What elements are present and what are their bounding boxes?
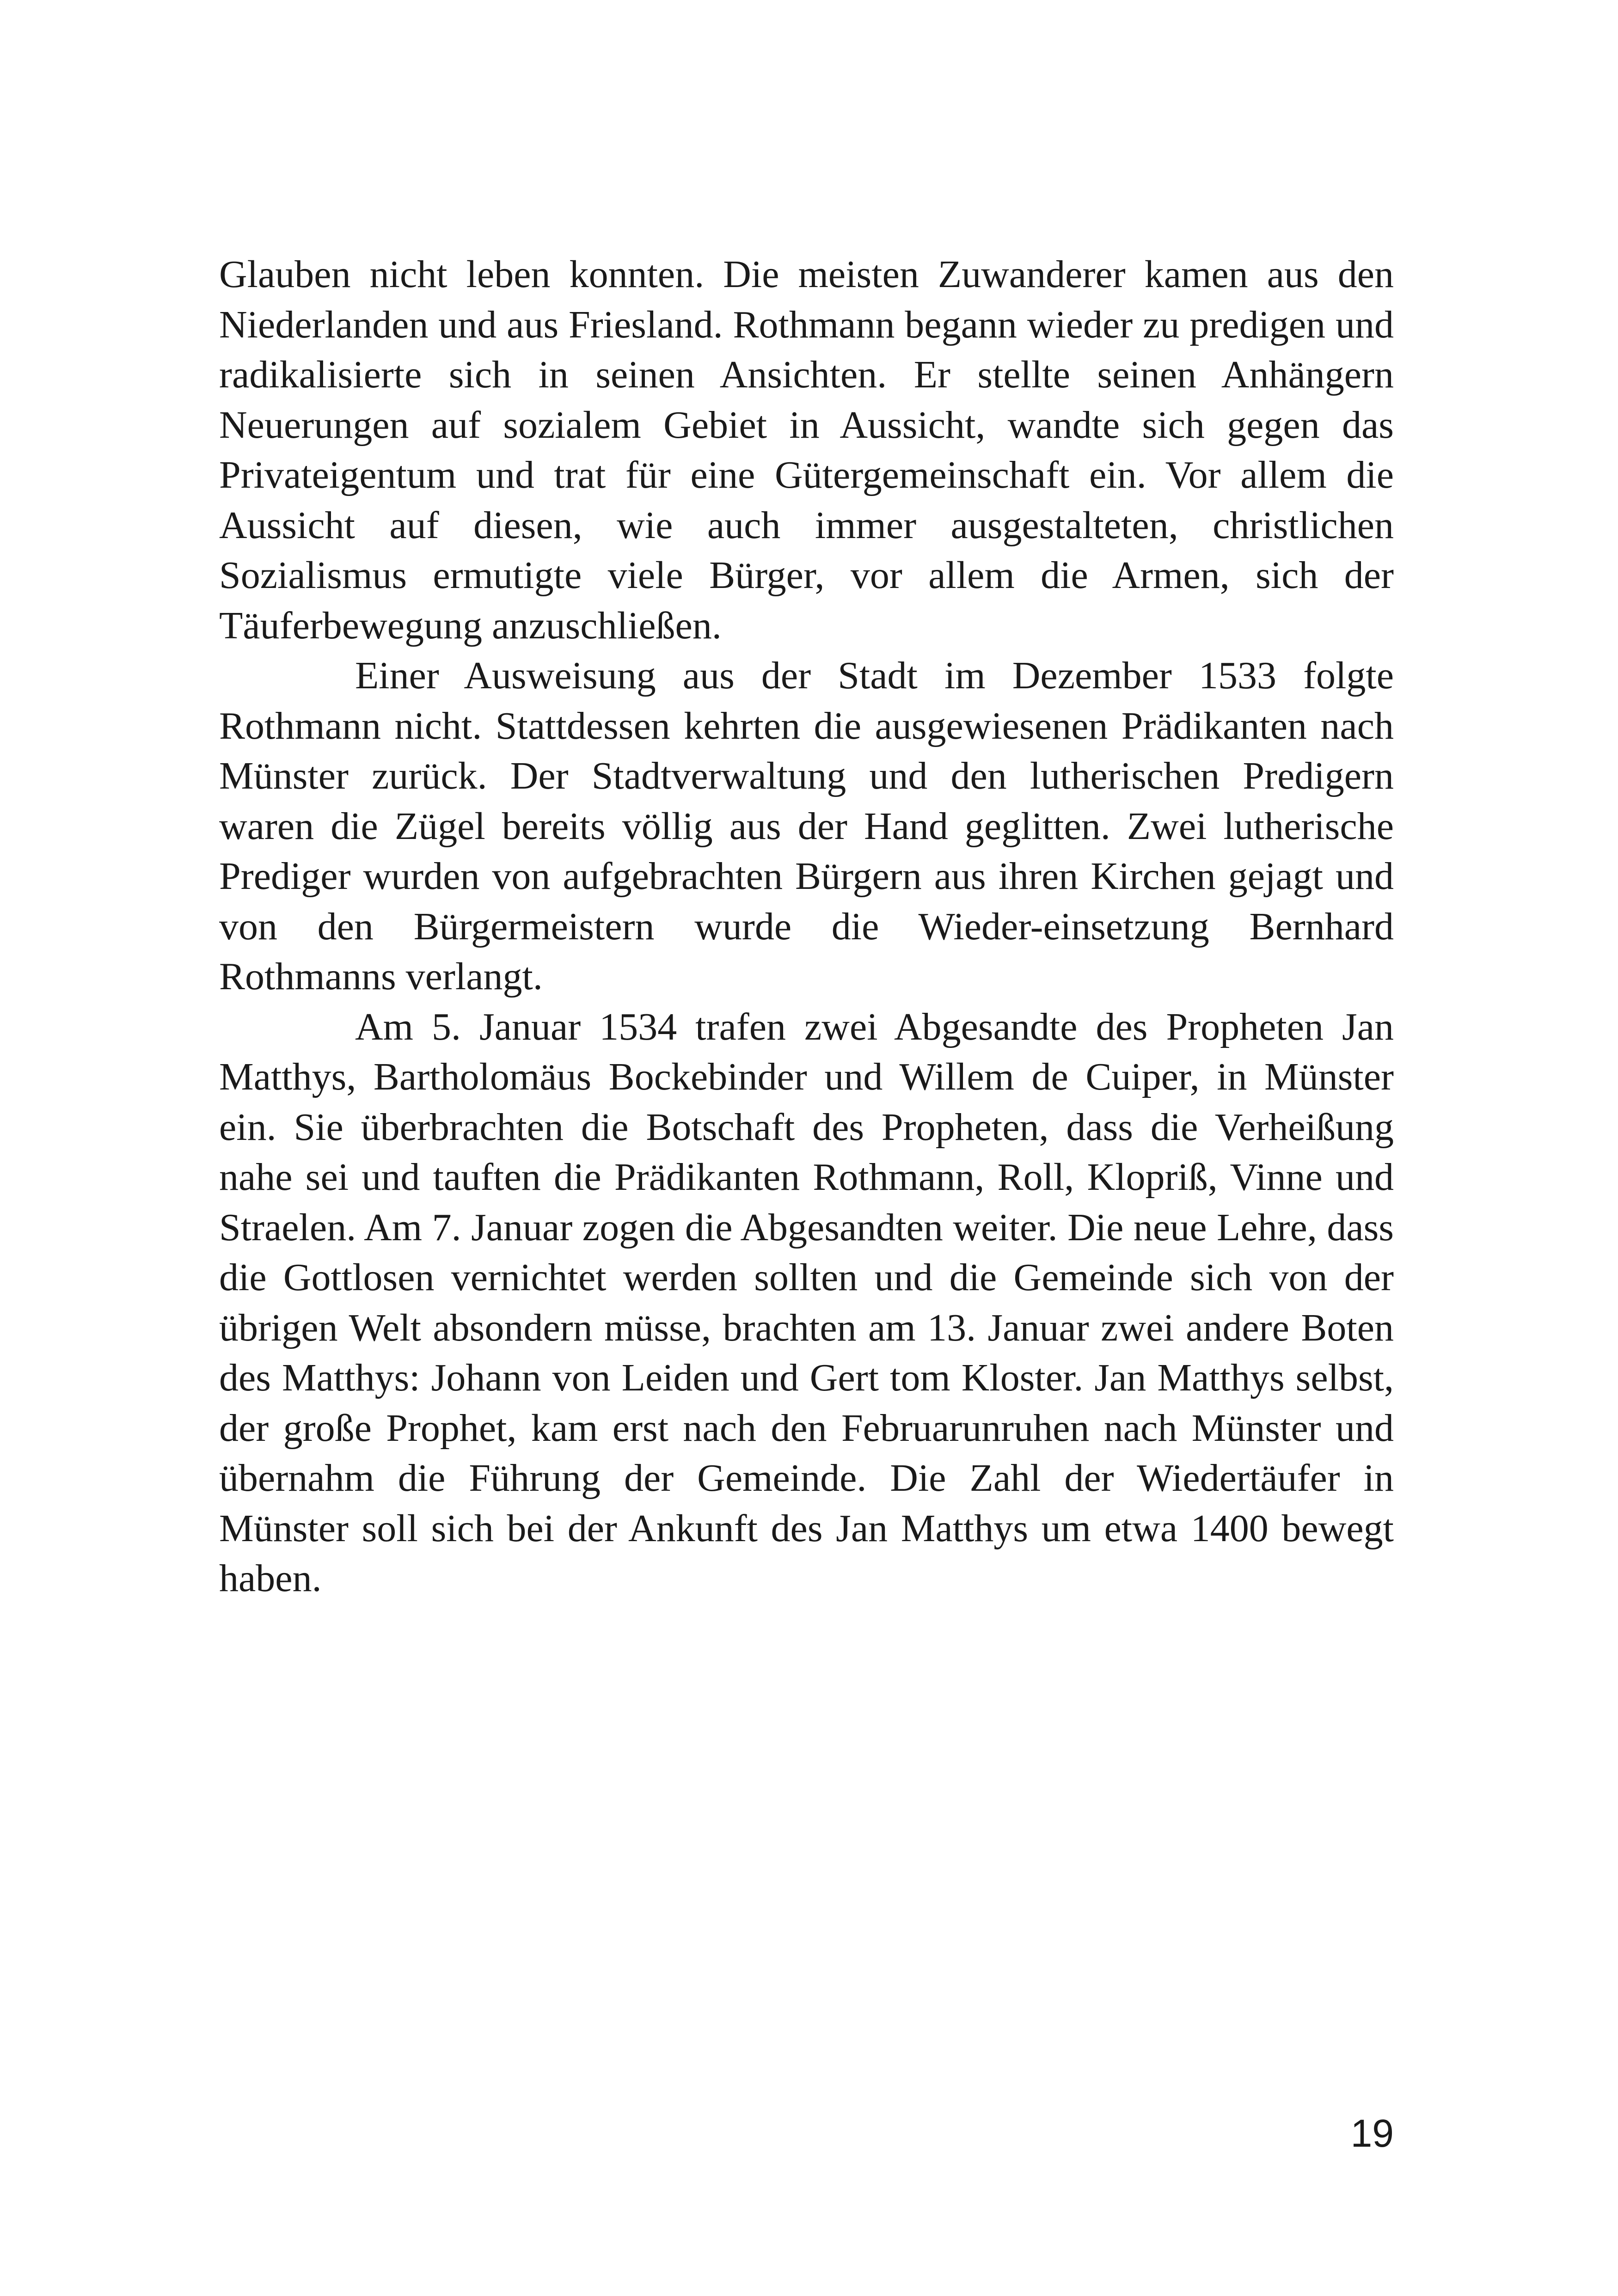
page-number: 19 (1350, 2112, 1394, 2155)
paragraph-3: Am 5. Januar 1534 trafen zwei Abgesandte des Propheten Jan Matthys, Bartholomäus Bockebinder und Willem de Cuiper, in Münster ein. Sie überbrachten die Botschaft des Propheten, dass die Verheißung nahe sei und tauften die Prädikanten Rothmann, Roll, Klopriß, Vinne und Straelen. Am 7. Januar zogen die Abgesandten weiter. Die neue Lehre, dass die Gottlosen vernichtet werden sollten und die Gemeinde sich von der übrigen Welt absondern müsse, brachten am 13. Januar zwei andere Boten des Matthys: Johann von Leiden und Gert tom Kloster. Jan Matthys selbst, der große Prophet, kam erst nach den Februarunruhen nach Münster und übernahm die Führung der Gemeinde. Die Zahl der Wiedertäufer in Münster soll sich bei der Ankunft des Jan Matthys um etwa 1400 bewegt haben. (219, 1005, 1394, 1600)
body-text (219, 250, 1394, 1604)
paragraph-2: Einer Ausweisung aus der Stadt im Dezember 1533 folgte Rothmann nicht. Stattdessen kehrten die ausgewiesenen Prädikanten nach Münster zurück. Der Stadtverwaltung und den lutherischen Predigern waren die Zügel bereits völlig aus der Hand geglitten. Zwei lutherische Prediger wurden von aufgebrachten Bürgern aus ihren Kirchen gejagt und von den Bürgermeistern wurde die Wieder-einsetzung Bernhard Rothmanns verlangt. (219, 654, 1394, 998)
paragraph-1: Glauben nicht leben konnten. Die meisten Zuwanderer kamen aus den Niederlanden und aus Friesland. Rothmann begann wieder zu predigen und radikalisierte sich in seinen Ansichten. Er stellte seinen Anhängern Neuerungen auf sozialem Gebiet in Aussicht, wandte sich gegen das Privateigentum und trat für eine Gütergemeinschaft ein. Vor allem die Aussicht auf diesen, wie auch immer ausgestalteten, christlichen Sozialismus ermutigte viele Bürger, vor allem die Armen, sich der Täuferbewegung anzuschließen. (219, 253, 1394, 647)
